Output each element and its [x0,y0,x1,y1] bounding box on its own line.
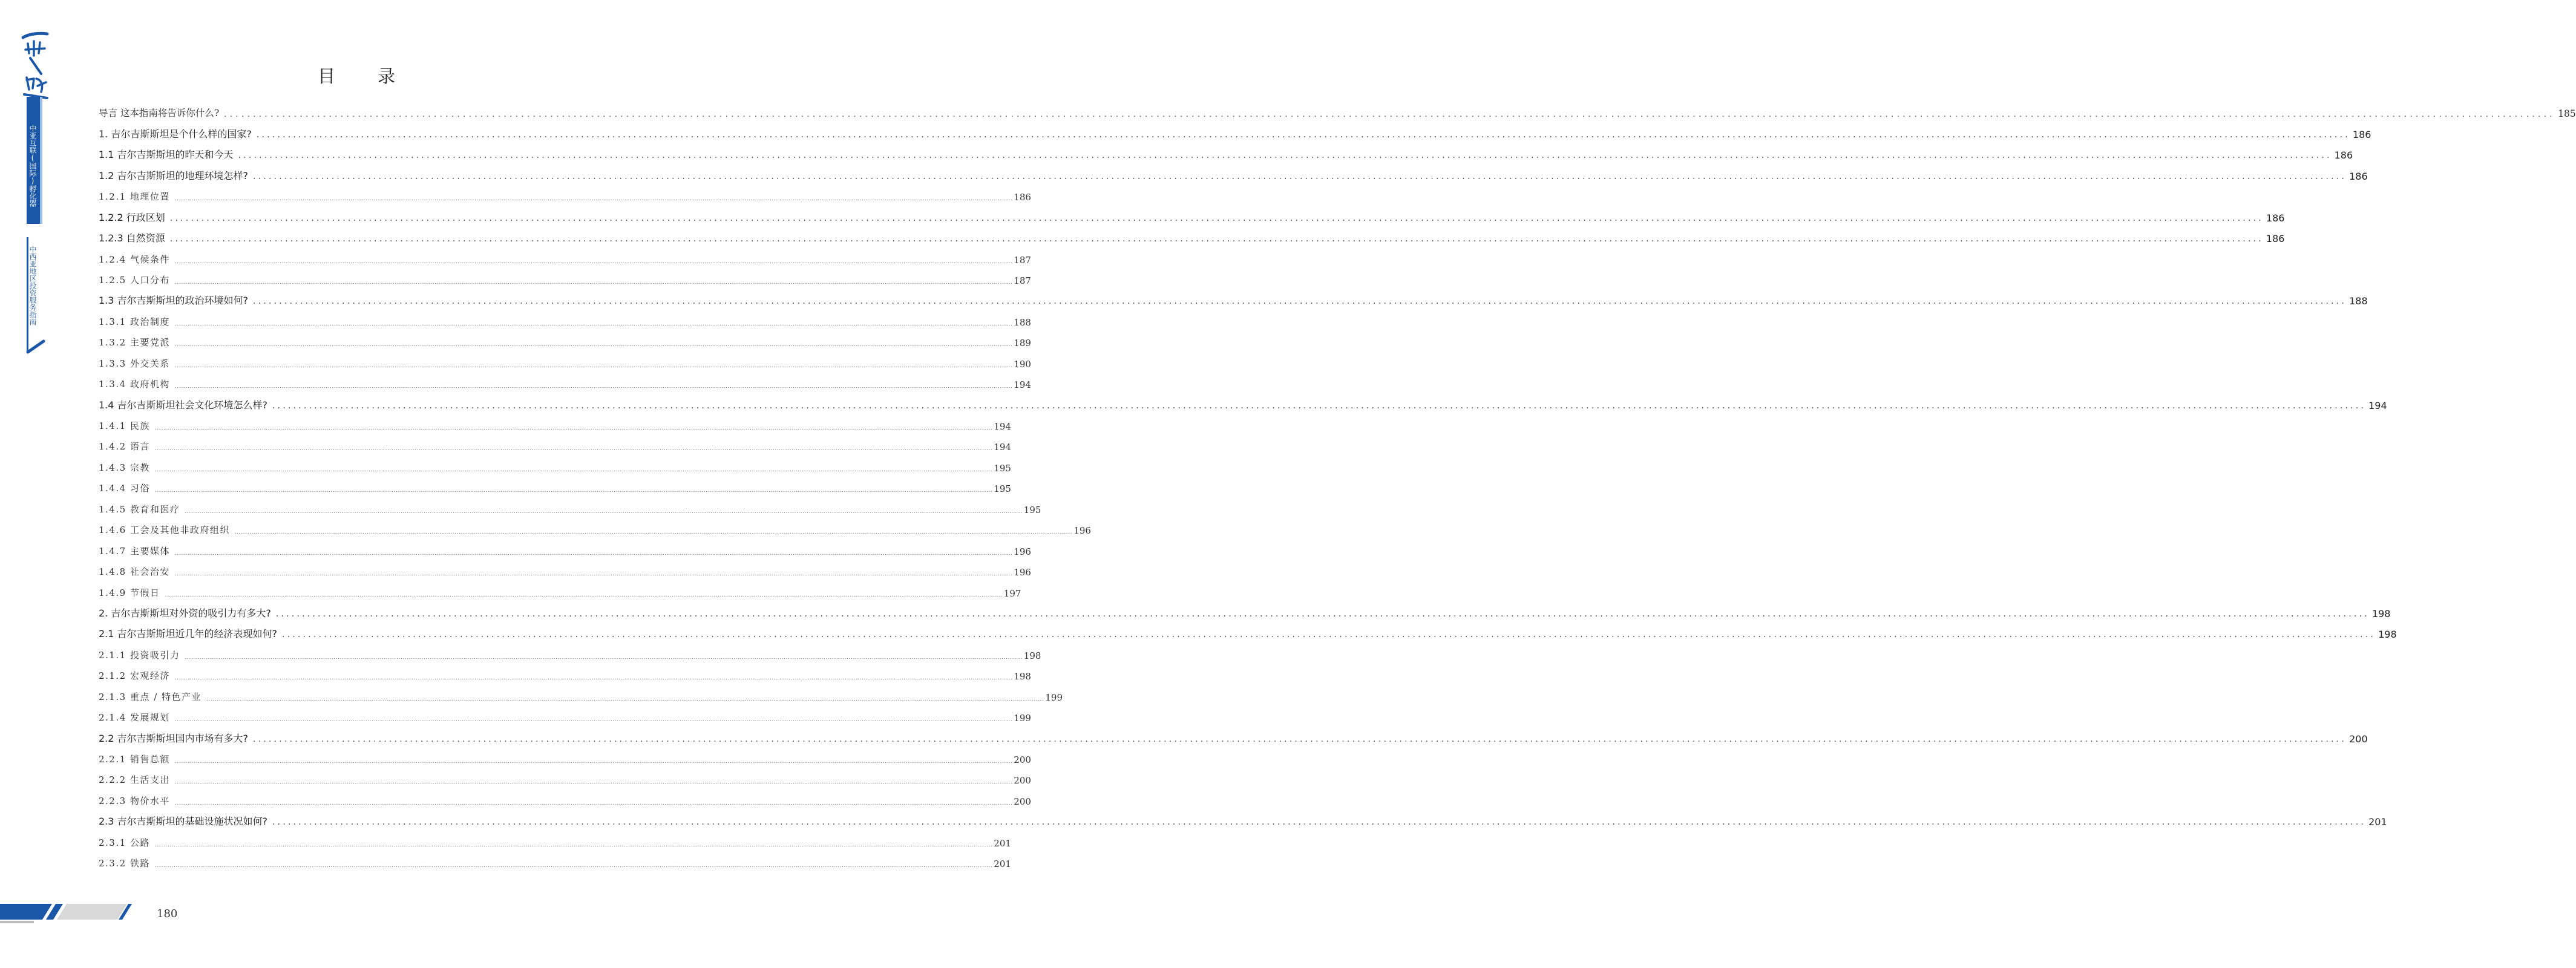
toc-entry[interactable] [99,540,1031,561]
toc-dot-leader: ................................................................................................................................................................................................................................................................................................................................................................................................................ [174,196,1013,203]
toc-dot-leader: ................................................................................................................................................................................................................................................................................................................................................................................................................ [185,508,1023,515]
toc-dot-leader: ................................................................................................................................................................................................................................................................................................................................................................................................................ [154,863,993,869]
toc-dot-leader: ................................................................................................................................................................................................................................................................................................................................................................................................................ [174,321,1013,327]
toc-entry-title: 1.3.4 政府机构 [99,379,170,390]
toc-entry-title: 1.3.2 主要党派 [99,337,170,348]
toc-entry-title: 1.4.5 教育和医疗 [99,503,180,515]
toc-entry-page: 199 [1014,713,1031,724]
toc-entry-title: 1.2.3 自然资源 [99,232,165,244]
toc-entry[interactable] [99,853,1011,874]
toc-entry-page: 194 [2368,399,2387,411]
toc-entry-title: 1.4.8 社会治安 [99,566,170,578]
toc-entry-title: 1.4.2 语言 [99,441,150,453]
toc-dot-leader: ................................................................................................................................................................................................................................................................................................................................................................................................................ [174,717,1013,724]
toc-dot-leader: ................................................................................................................................................................................................................................................................................................................................................................................................................ [174,759,1013,765]
toc-entry[interactable] [99,457,1011,477]
toc-entry[interactable] [99,811,2387,832]
toc-entry-title: 1.4 吉尔吉斯斯坦社会文化环境怎么样? [99,399,268,411]
toc-entry-page: 200 [1014,775,1031,786]
toc-entry-page: 200 [1014,796,1031,807]
toc-entry-title: 2.2.3 物价水平 [99,795,170,806]
toc-entry[interactable] [99,311,1031,332]
page-number: 180 [157,908,178,920]
toc-entry[interactable] [99,249,1031,269]
toc-entry-page: 186 [2266,212,2285,224]
toc-dot-leader: ................................................................................................................................................................................................................................................................................................................................................................................................................ [154,425,993,431]
toc-entry[interactable] [99,790,1031,811]
toc-dot-leader: ................................................................................................................................................................................................................................................................................................................................................................................................................ [174,279,1013,286]
toc-dot-leader: ................................................................................................................................................................................................................................................................................................................................................................................................................ [272,817,2367,828]
toc-dot-leader: ................................................................................................................................................................................................................................................................................................................................................................................................................ [174,342,1013,348]
toc-entry[interactable] [99,707,1031,728]
footer-stripe-decoration [0,898,139,926]
toc-entry-page: 186 [2352,128,2371,140]
toc-entry-title: 1.4.4 习俗 [99,483,150,494]
toc-entry-title: 1.2 吉尔吉斯斯坦的地理环境怎样? [99,169,249,182]
toc-entry[interactable] [99,416,1011,436]
toc-dot-leader: ................................................................................................................................................................................................................................................................................................................................................................................................................ [169,234,2264,244]
toc-entry-title: 2.1.1 投资吸引力 [99,649,180,661]
toc-entry-title: 2.3.2 铁路 [99,858,150,869]
toc-entry[interactable] [99,186,1031,207]
toc-entry[interactable] [99,478,1011,499]
toc-entry[interactable] [99,603,2391,624]
toc-entry[interactable] [99,353,1031,373]
toc-entry[interactable] [99,644,1041,665]
toc-entry-title: 1.4.1 民族 [99,420,150,431]
toc-dot-leader: ................................................................................................................................................................................................................................................................................................................................................................................................................ [165,592,1003,598]
toc-dot-leader: ................................................................................................................................................................................................................................................................................................................................................................................................................ [272,401,2367,411]
toc-entry-title: 1.2.5 人口分布 [99,274,170,286]
toc-dot-leader: ................................................................................................................................................................................................................................................................................................................................................................................................................ [174,779,1013,786]
toc-entry-page: 194 [1014,379,1031,391]
toc-entry-title: 2.3.1 公路 [99,837,150,848]
toc-entry-title: 1.4.9 节假日 [99,587,160,598]
toc-entry-page: 186 [2266,233,2285,245]
toc-entry-page: 195 [1023,504,1041,515]
toc-dot-leader: ................................................................................................................................................................................................................................................................................................................................................................................................................ [224,110,2556,120]
toc-entry-title: 2.1.2 宏观经济 [99,670,170,682]
toc-dot-leader: ................................................................................................................................................................................................................................................................................................................................................................................................................ [174,675,1013,682]
toc-entry-page: 194 [994,421,1011,432]
toc-entry-title: 2.1.3 重点 / 特色产业 [99,691,202,702]
toc-entry-page: 186 [1014,192,1031,203]
toc-entry-title: 1.2.2 行政区划 [99,211,165,223]
toc-entry[interactable] [99,728,2368,748]
toc-entry-page: 198 [2378,629,2397,641]
banner-slash-decoration [27,339,45,353]
toc-dot-leader: ................................................................................................................................................................................................................................................................................................................................................................................................................ [174,362,1013,369]
toc-entry-page: 201 [994,858,1011,870]
toc-entry-page: 196 [1014,546,1031,557]
toc-dot-leader: ................................................................................................................................................................................................................................................................................................................................................................................................................ [234,529,1073,536]
toc-entry[interactable] [99,207,2285,227]
toc-entry[interactable] [99,332,1031,353]
toc-entry-title: 1.4.7 主要媒体 [99,545,170,557]
toc-entry-page: 187 [1014,254,1031,266]
toc-entry-page: 201 [2368,816,2387,828]
toc-entry-page: 199 [1045,692,1063,703]
toc-entry[interactable] [99,103,2576,123]
toc-entry[interactable] [99,499,1041,519]
toc-dot-leader: ................................................................................................................................................................................................................................................................................................................................................................................................................ [174,384,1013,390]
toc-entry-page: 198 [1023,650,1041,661]
toc-entry-title: 1.3.3 外交关系 [99,358,170,369]
toc-dot-leader: ................................................................................................................................................................................................................................................................................................................................................................................................................ [282,630,2376,640]
book-title: 中西亚地区投资服务指南 [28,246,37,325]
toc-dot-leader: ................................................................................................................................................................................................................................................................................................................................................................................................................ [154,842,993,848]
toc-entry[interactable] [99,770,1031,790]
toc-entry[interactable] [99,582,1021,603]
toc-dot-leader: ................................................................................................................................................................................................................................................................................................................................................................................................................ [174,800,1013,806]
toc-entry-page: 190 [1014,358,1031,370]
toc-entry-title: 2.1 吉尔吉斯斯坦近几年的经济表现如何? [99,628,278,640]
toc-entry[interactable] [99,145,2353,165]
toc-entry-title: 导言 这本指南将告诉你什么? [99,108,220,119]
toc-entry[interactable] [99,666,1031,686]
toc-entry-page: 189 [1014,338,1031,349]
toc-entry-page: 196 [1014,567,1031,578]
toc-entry-page: 188 [2349,295,2368,307]
toc-entry-page: 194 [994,442,1011,453]
page-title: 目录 [317,66,438,87]
toc-entry-title: 2. 吉尔吉斯斯坦对外资的吸引力有多大? [99,607,271,619]
toc-entry-title: 2.3 吉尔吉斯斯坦的基础设施状况如何? [99,816,268,828]
toc-dot-leader: ................................................................................................................................................................................................................................................................................................................................................................................................................ [174,571,1013,578]
toc-entry-title: 2.1.4 发展规划 [99,712,170,724]
toc-entry-title: 1.2.1 地理位置 [99,191,170,203]
toc-entry[interactable] [99,520,1091,540]
toc-entry[interactable] [99,290,2368,311]
toc-entry-page: 196 [1073,525,1091,537]
toc-entry[interactable] [99,123,2371,144]
toc-entry-page: 200 [1014,754,1031,765]
toc-entry-title: 2.2.2 生活支出 [99,774,170,786]
toc-entry[interactable] [99,228,2285,249]
toc-dot-leader: ................................................................................................................................................................................................................................................................................................................................................................................................................ [174,550,1013,557]
toc-entry-page: 186 [2349,170,2368,182]
toc-entry-title: 1.3.1 政治制度 [99,316,170,327]
toc-entry-page: 185 [2558,108,2576,120]
toc-dot-leader: ................................................................................................................................................................................................................................................................................................................................................................................................................ [275,609,2370,619]
toc-entry-page: 186 [2334,149,2353,162]
toc-dot-leader: ................................................................................................................................................................................................................................................................................................................................................................................................................ [169,213,2264,223]
toc-entry-page: 198 [1014,671,1031,682]
toc-entry[interactable] [99,394,2387,415]
toc-dot-leader: ................................................................................................................................................................................................................................................................................................................................................................................................................ [253,734,2347,744]
toc-entry-page: 187 [1014,275,1031,286]
table-of-contents [99,103,2576,874]
toc-dot-leader: ................................................................................................................................................................................................................................................................................................................................................................................................................ [154,466,993,473]
toc-entry-title: 1. 吉尔吉斯斯坦是个什么样的国家? [99,128,252,140]
toc-entry[interactable] [99,374,1031,394]
toc-dot-leader: ................................................................................................................................................................................................................................................................................................................................................................................................................ [154,446,993,453]
toc-entry[interactable] [99,436,1011,457]
toc-entry-title: 1.4.6 工会及其他非政府组织 [99,525,230,536]
toc-entry-title: 1.4.3 宗教 [99,462,150,473]
toc-entry-title: 1.3 吉尔吉斯斯坦的政治环境如何? [99,295,249,307]
toc-entry-page: 188 [1014,316,1031,328]
toc-entry-title: 2.2.1 销售总额 [99,754,170,765]
toc-dot-leader: ................................................................................................................................................................................................................................................................................................................................................................................................................ [253,296,2347,307]
toc-entry-page: 200 [2349,733,2368,745]
toc-entry[interactable] [99,165,2368,186]
toc-dot-leader: ................................................................................................................................................................................................................................................................................................................................................................................................................ [154,488,993,494]
toc-dot-leader: ................................................................................................................................................................................................................................................................................................................................................................................................................ [185,654,1023,661]
toc-entry-page: 201 [994,837,1011,849]
toc-entry-title: 2.2 吉尔吉斯斯坦国内市场有多大? [99,732,249,744]
toc-dot-leader: ................................................................................................................................................................................................................................................................................................................................................................................................................ [174,258,1013,265]
toc-entry[interactable] [99,624,2397,644]
toc-dot-leader: ................................................................................................................................................................................................................................................................................................................................................................................................................ [238,151,2332,161]
toc-dot-leader: ................................................................................................................................................................................................................................................................................................................................................................................................................ [256,129,2350,140]
toc-entry[interactable] [99,686,1063,707]
toc-entry[interactable] [99,749,1031,770]
toc-dot-leader: ................................................................................................................................................................................................................................................................................................................................................................................................................ [206,696,1044,702]
toc-entry-title: 1.1 吉尔吉斯斯坦的昨天和今天 [99,149,234,161]
toc-dot-leader: ................................................................................................................................................................................................................................................................................................................................................................................................................ [253,171,2347,182]
toc-entry-page: 197 [1003,587,1021,599]
toc-entry-title: 1.2.4 气候条件 [99,253,170,265]
toc-entry-page: 195 [994,462,1011,474]
toc-entry[interactable] [99,561,1031,582]
toc-entry[interactable] [99,832,1011,852]
toc-entry[interactable] [99,270,1031,290]
toc-entry-page: 198 [2371,607,2391,620]
toc-entry-page: 195 [994,483,1011,495]
series-title: 中亚互联(国际)孵化器 [28,125,37,207]
